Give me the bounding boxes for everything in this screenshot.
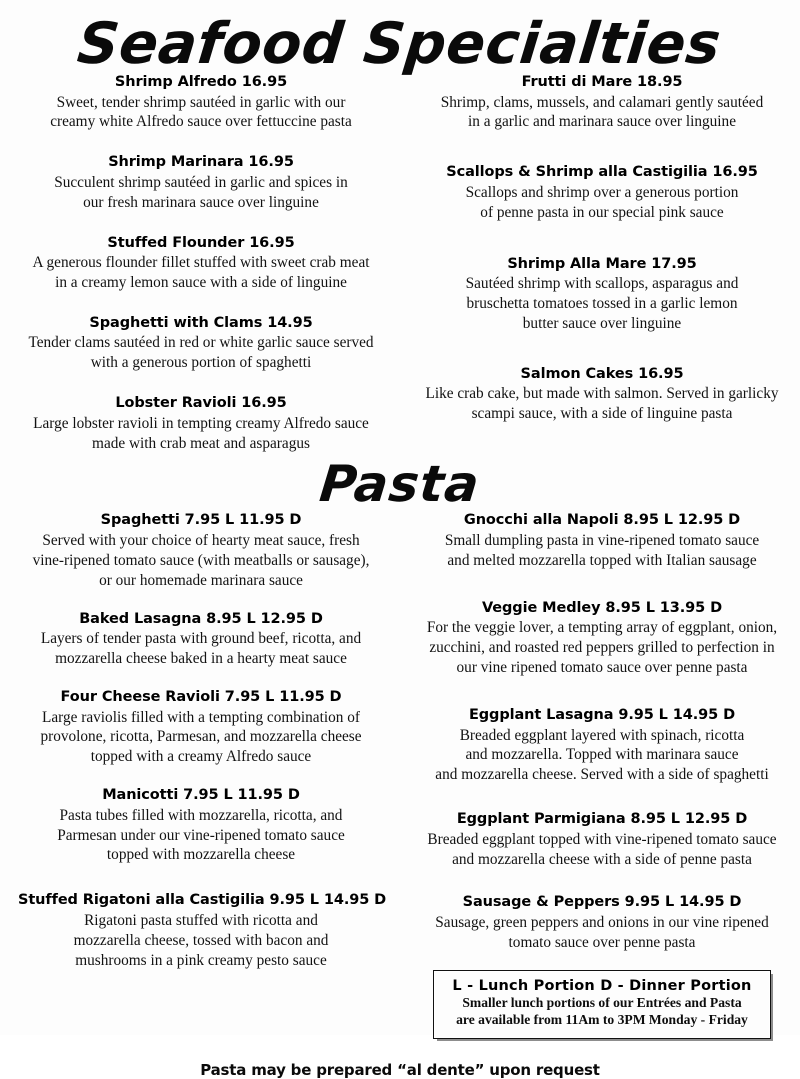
menu-item-name-and-price: Scallops & Shrimp alla Castigilia 16.95	[446, 164, 758, 181]
menu-item	[418, 599, 786, 678]
menu-item-name-and-price: Manicotti 7.95 L 11.95 D	[102, 787, 300, 804]
menu-item-description-line: Layers of tender pasta with ground beef, ricotta, and	[40, 630, 362, 648]
menu-item-description	[418, 274, 786, 334]
menu-item	[18, 73, 384, 132]
menu-item-description-line: made with crab meat and asparagus	[92, 434, 310, 452]
menu-item-description-line: mushrooms in a pink creamy pesto sauce	[75, 951, 327, 969]
menu-item	[18, 688, 384, 767]
menu-item-description-line: of penne pasta in our special pink sauce	[480, 203, 724, 221]
menu-item	[418, 163, 786, 222]
menu-item-name-and-price: Shrimp Alfredo 16.95	[114, 74, 288, 90]
menu-item-description-line: zucchini, and roasted red peppers grilled to perfection in	[429, 639, 775, 657]
menu-item-description-line: mozzarella cheese, tossed with bacon and	[73, 931, 329, 949]
menu-item-description-line: or our homemade marinara sauce	[99, 571, 303, 589]
menu-item	[18, 610, 384, 669]
menu-item-description-line: in a garlic and marinara sauce over linguine	[467, 113, 736, 131]
menu-item-description-line: scampi sauce, with a side of linguine pasta	[471, 405, 733, 423]
menu-item	[418, 255, 786, 334]
menu-item	[418, 810, 786, 869]
menu-item-description-line: Served with your choice of hearty meat sauce, fresh	[42, 532, 360, 550]
menu-item-description	[418, 913, 786, 953]
menu-item	[18, 314, 384, 373]
menu-item-name-and-price: Stuffed Flounder 16.95	[107, 234, 295, 251]
menu-item-description-line: Scallops and shrimp over a generous portion	[465, 183, 739, 201]
portion-note-line1: Smaller lunch portions of our Entrées and Pasta	[462, 994, 742, 1010]
pasta-right-column	[400, 511, 800, 1039]
menu-item-description-line: and mozzarella cheese with a side of penne pasta	[452, 850, 752, 868]
menu-item-name-and-price: Spaghetti with Clams 14.95	[89, 314, 313, 331]
menu-item-description-line: Large lobster ravioli in tempting creamy Alfredo sauce	[33, 414, 369, 432]
seafood-left-column	[0, 73, 400, 453]
portion-note-title: L - Lunch Portion D - Dinner Portion	[452, 977, 752, 994]
menu-item-description-line: and melted mozzarella topped with Italian sausage	[447, 551, 757, 569]
menu-item-description-line: vine-ripened tomato sauce (with meatballs or sausage),	[32, 551, 370, 569]
menu-item-description-line: mozzarella cheese baked in a hearty meat sauce	[55, 650, 347, 668]
menu-item-description	[18, 253, 384, 293]
menu-item-description-line: Pasta tubes filled with mozzarella, ricotta, and	[59, 806, 343, 824]
menu-item-name-and-price: Frutti di Mare 18.95	[521, 74, 683, 90]
menu-item-name-and-price: Sausage & Peppers 9.95 L 14.95 D	[462, 894, 742, 911]
menu-item	[18, 234, 384, 293]
menu-item-name-and-price: Lobster Ravioli 16.95	[115, 395, 287, 412]
menu-item	[18, 394, 384, 453]
menu-item-description-line: Breaded eggplant layered with spinach, ricotta	[459, 726, 745, 744]
menu-item-description	[418, 618, 786, 678]
menu-item	[418, 73, 786, 132]
menu-item-description	[18, 173, 384, 213]
menu-item-description-line: Tender clams sautéed in red or white garlic sauce served	[28, 334, 374, 352]
menu-item-description-line: A generous flounder fillet stuffed with sweet crab meat	[32, 254, 370, 272]
seafood-columns	[0, 73, 800, 453]
menu-item-description-line: tomato sauce over penne pasta	[508, 933, 696, 951]
menu-item-description-line: with a generous portion of spaghetti	[90, 354, 312, 372]
menu-item-description-line: Small dumpling pasta in vine-ripened tomato sauce	[444, 532, 760, 550]
menu-item	[418, 706, 786, 785]
menu-item-description	[18, 333, 384, 373]
menu-item	[418, 511, 786, 570]
menu-item-description-line: creamy white Alfredo sauce over fettuccine pasta	[50, 113, 352, 131]
menu-item-description-line: Rigatoni pasta stuffed with ricotta and	[84, 911, 318, 929]
menu-item-description-line: topped with a creamy Alfredo sauce	[90, 748, 312, 766]
menu-item-description-line: our fresh marinara sauce over linguine	[83, 193, 319, 211]
menu-item-name-and-price: Shrimp Alla Mare 17.95	[507, 255, 697, 272]
menu-item-description-line: Sweet, tender shrimp sautéed in garlic with our	[56, 93, 346, 111]
menu-item	[418, 365, 786, 424]
menu-item-description	[18, 414, 384, 454]
menu-item-description-line: Sautéed shrimp with scallops, asparagus and	[465, 275, 739, 293]
seafood-right-column	[400, 73, 800, 453]
menu-item-description	[18, 531, 384, 591]
menu-item-name-and-price: Four Cheese Ravioli 7.95 L 11.95 D	[60, 688, 342, 705]
menu-item-description	[418, 384, 786, 424]
menu-item-name-and-price: Stuffed Rigatoni alla Castigilia 9.95 L 14.95 D	[18, 892, 387, 909]
menu-item-name-and-price: Eggplant Parmigiana 8.95 L 12.95 D	[456, 811, 748, 828]
menu-item-description-line: our vine ripened tomato sauce over penne pasta	[456, 659, 748, 677]
menu-item-description-line: provolone, ricotta, Parmesan, and mozzarella cheese	[40, 728, 362, 746]
menu-item-description	[418, 183, 786, 223]
menu-item-description-line: Shrimp, clams, mussels, and calamari gently sautéed	[440, 93, 764, 111]
menu-item-description-line: Breaded eggplant topped with vine-ripened tomato sauce	[427, 830, 777, 848]
menu-item-description	[18, 806, 384, 866]
menu-item-description-line: bruschetta tomatoes tossed in a garlic lemon	[466, 295, 738, 313]
menu-item-name-and-price: Shrimp Marinara 16.95	[108, 154, 294, 171]
portion-note-line2: are available from 11Am to 3PM Monday - Friday	[456, 1012, 748, 1028]
menu-item	[18, 891, 387, 970]
menu-item-description-line: topped with mozzarella cheese	[106, 846, 296, 864]
pasta-columns	[0, 511, 800, 1039]
menu-item-name-and-price: Veggie Medley 8.95 L 13.95 D	[481, 599, 723, 616]
section-heading-seafood: Seafood Specialties	[74, 11, 725, 77]
menu-item	[418, 893, 786, 952]
menu-item-description	[18, 93, 384, 133]
portion-note-box	[433, 970, 770, 1039]
menu-item-description-line: butter sauce over linguine	[522, 314, 682, 332]
menu-item-name-and-price: Baked Lasagna 8.95 L 12.95 D	[79, 610, 323, 627]
menu-item-description-line: Sausage, green peppers and onions in our vine ripened	[435, 913, 769, 931]
menu-item-description-line: Like crab cake, but made with salmon. Served in garlicky	[425, 385, 779, 403]
menu-item-description	[18, 911, 384, 971]
menu-item	[18, 153, 384, 212]
menu-item-description-line: and mozzarella. Topped with marinara sauce	[465, 746, 739, 764]
menu-item	[18, 511, 384, 590]
pasta-left-column	[0, 511, 400, 1039]
section-heading-pasta: Pasta	[316, 455, 483, 514]
menu-item-description	[18, 708, 384, 768]
menu-item-description-line: in a creamy lemon sauce with a side of linguine	[55, 274, 347, 292]
menu-item-description-line: and mozzarella cheese. Served with a side of spaghetti	[435, 766, 769, 784]
menu-item-description	[418, 830, 786, 870]
menu-item-name-and-price: Spaghetti 7.95 L 11.95 D	[100, 512, 302, 529]
menu-item-description-line: Parmesan under our vine-ripened tomato sauce	[57, 826, 345, 844]
menu-item-name-and-price: Salmon Cakes 16.95	[520, 365, 684, 382]
menu-item	[18, 786, 384, 865]
menu-item-description-line: Succulent shrimp sautéed in garlic and spices in	[54, 173, 348, 191]
menu-item-description	[418, 93, 786, 133]
menu-item-description-line: Large raviolis filled with a tempting combination of	[42, 708, 360, 726]
footer-note: Pasta may be prepared “al dente” upon request	[200, 1061, 600, 1079]
menu-item-description-line: For the veggie lover, a tempting array of eggplant, onion,	[426, 619, 778, 637]
menu-item-description	[18, 629, 384, 669]
menu-item-name-and-price: Gnocchi alla Napoli 8.95 L 12.95 D	[463, 512, 741, 529]
menu-item-description	[418, 726, 786, 786]
menu-item-name-and-price: Eggplant Lasagna 9.95 L 14.95 D	[468, 706, 736, 723]
portion-note-container	[418, 970, 786, 1039]
menu-item-description	[418, 531, 786, 571]
